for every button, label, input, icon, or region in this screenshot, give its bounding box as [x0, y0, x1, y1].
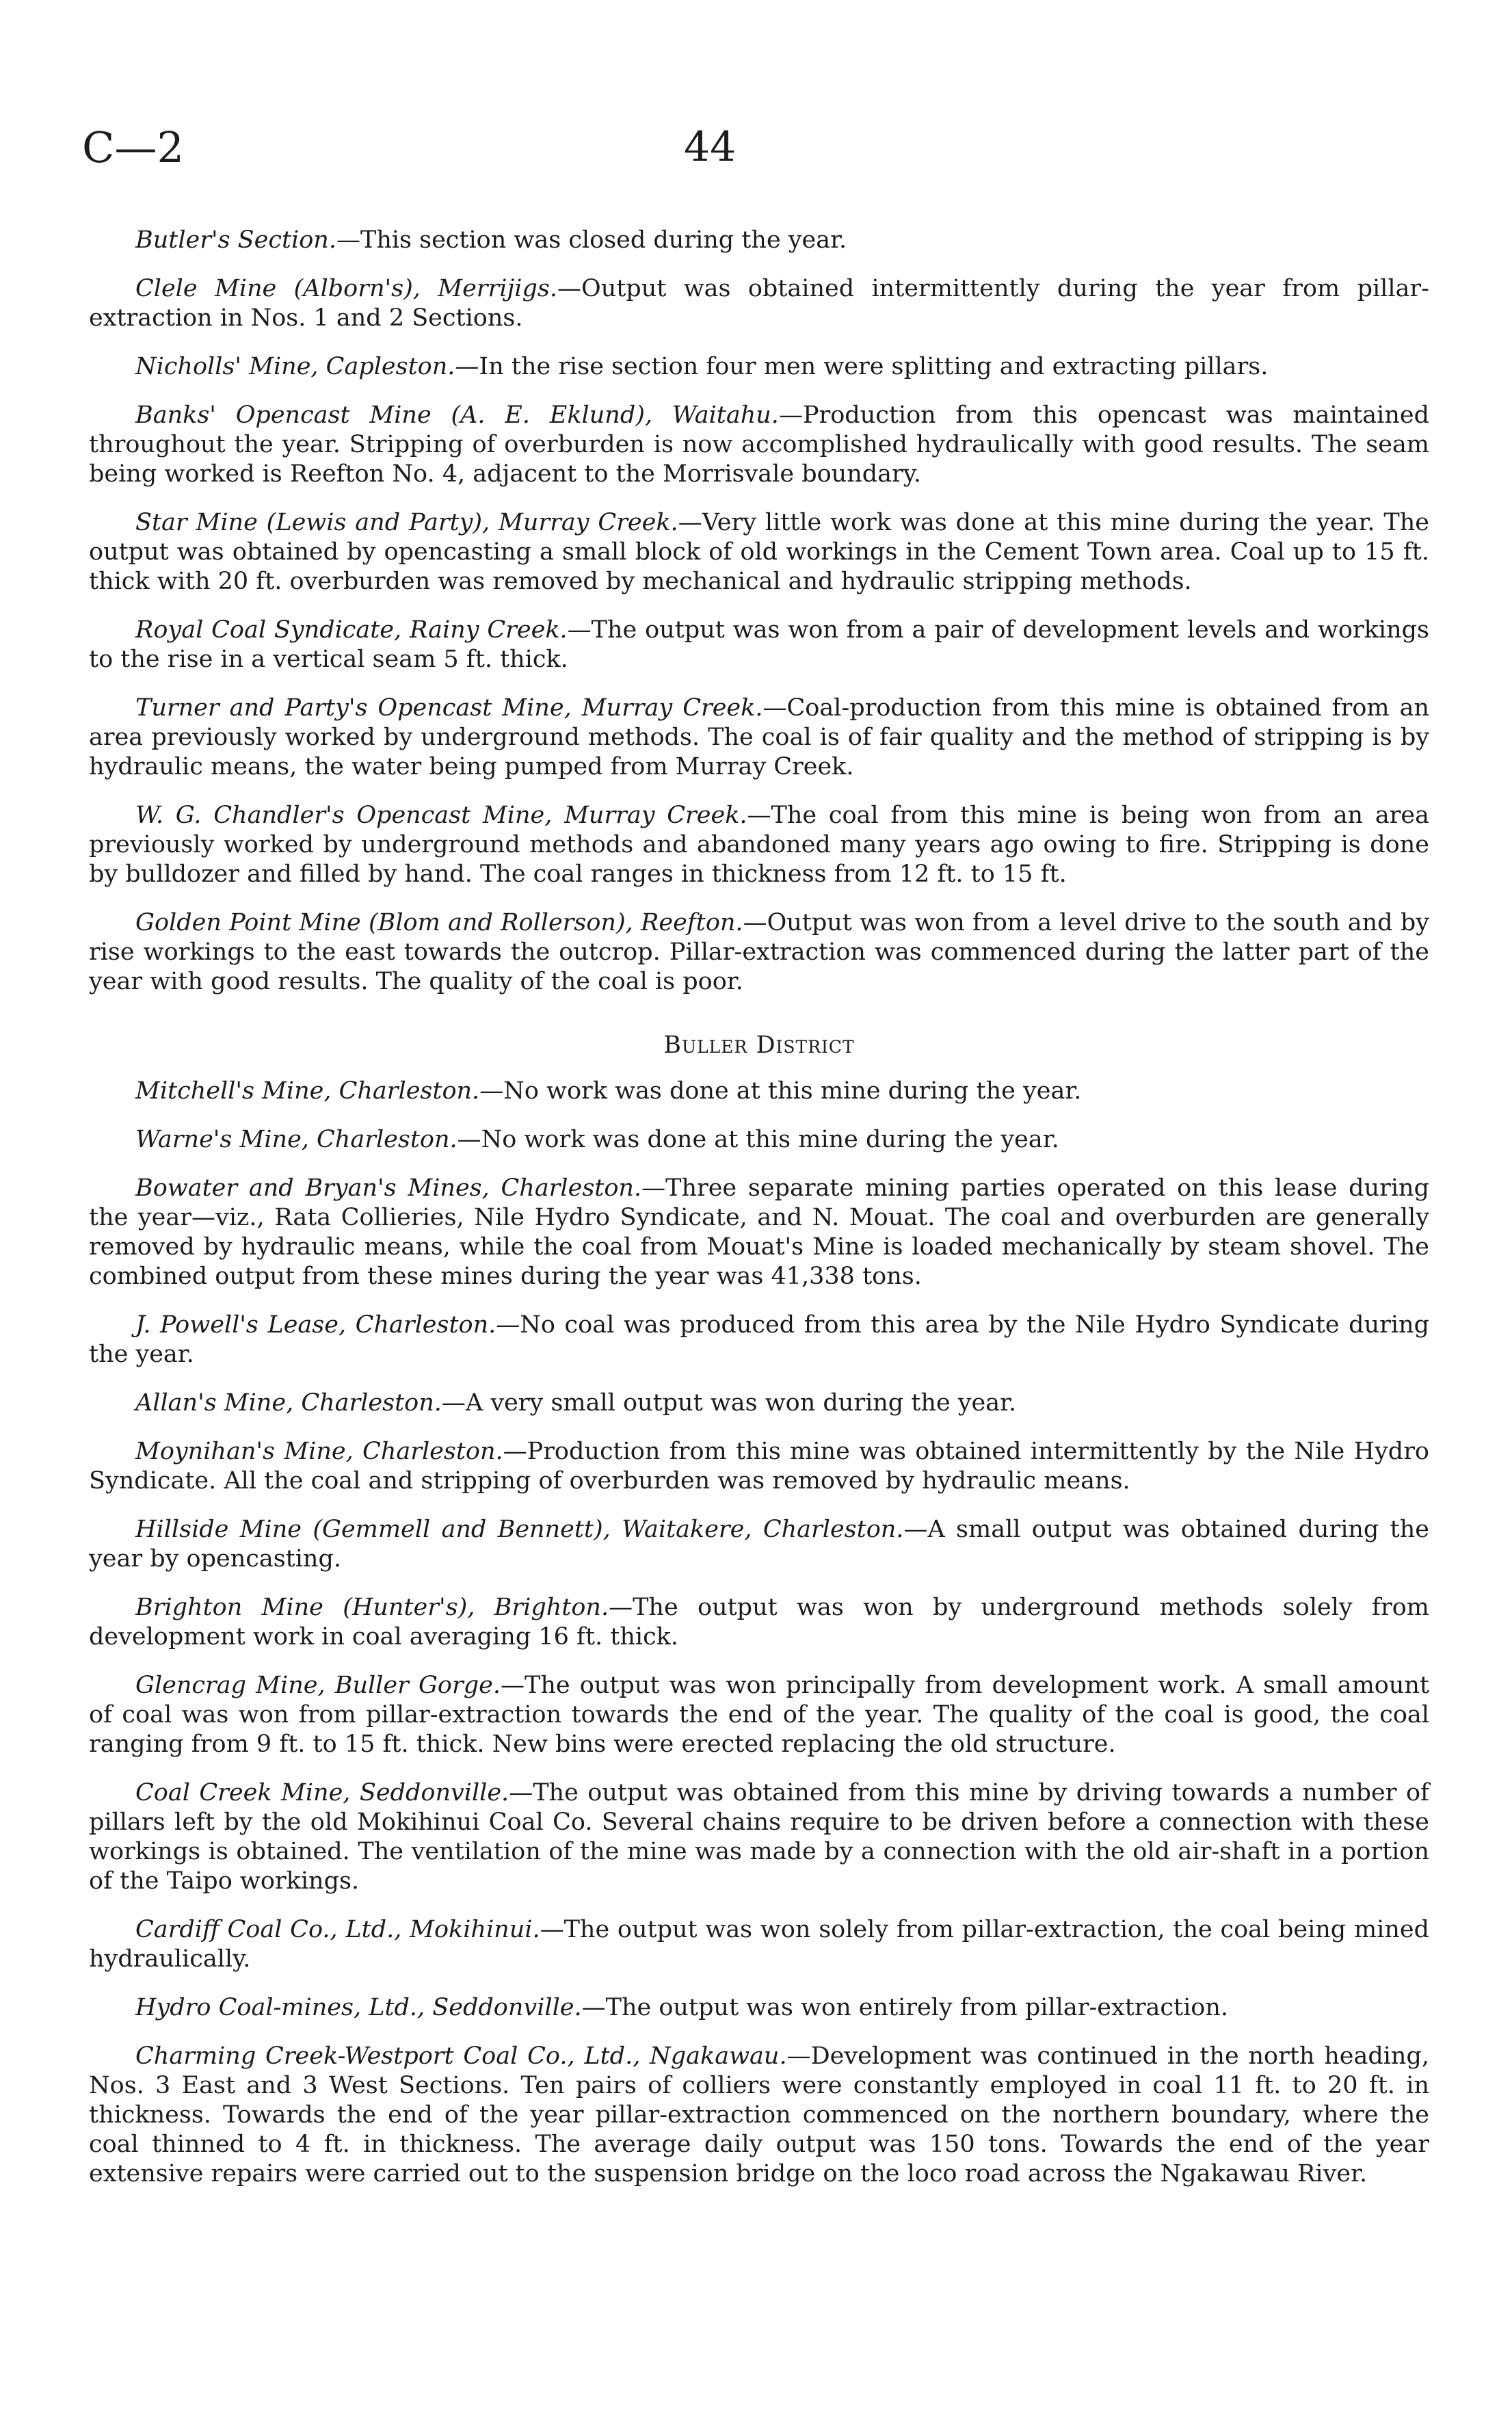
mine-entry — [89, 352, 1429, 382]
document-code: C—2 — [82, 122, 184, 172]
mine-text: —No work was done at this mine during the year. — [479, 1077, 1082, 1105]
section-heading: Buller District — [663, 1031, 855, 1059]
mine-text: —Development was continued in the north heading, Nos. 3 East and 3 West Sections. Ten pairs of colliers were constantly employed in coal 11 ft. to 20 ft. in thickness. Towards the end of the year pillar-extraction commenced on the northern boundary, where the coal thinned to 4 ft. in thickness. The average daily output was 150 tons. Towards the end of the year extensive repairs were carried out to the suspension bridge on the loco road across the Ngakawau River. — [89, 2042, 1429, 2187]
mine-entry — [89, 1077, 1429, 1106]
mine-title: Star Mine (Lewis and Party), Murray Creek. — [135, 509, 678, 536]
mine-entry — [89, 508, 1429, 596]
mine-text: —Very little work was done at this mine during the year. The output was obtained by opencasting a small block of old workings in the Cement Town area. Coal up to 15 ft. thick with 20 ft. overburden was removed by mechanical and hydraulic stripping methods. — [89, 509, 1429, 595]
mine-text: —Production from this mine was obtained intermittently by the Nile Hydro Syndicate. All the coal and stripping of overburden was removed by hydraulic means. — [89, 1438, 1430, 1495]
mine-title: Butler's Section. — [135, 226, 336, 254]
mine-title: Nicholls' Mine, Capleston. — [135, 353, 455, 380]
mine-entry — [89, 801, 1429, 889]
mine-text: —Output was won from a level drive to the south and by rise workings to the east towards the outcrop. Pillar-extraction was commenced during the latter part of the year with good results. The quality of the coal is poor. — [89, 909, 1429, 995]
page-header — [82, 122, 1429, 188]
mine-text: —The output was won entirely from pillar-extraction. — [581, 1994, 1229, 2021]
mine-entry — [89, 226, 1429, 255]
mine-title: Moynihan's Mine, Charleston. — [135, 1438, 503, 1465]
mine-title: Hillside Mine (Gemmell and Bennett), Waitakere, Charleston. — [135, 1516, 904, 1543]
section-inangahua — [89, 226, 1429, 997]
mine-title: Hydro Coal-mines, Ltd., Seddonville. — [135, 1994, 582, 2021]
mine-entry — [89, 1515, 1429, 1574]
mine-entry — [89, 1993, 1429, 2023]
mine-title: Cardiff Coal Co., Ltd., Mokihinui. — [135, 1916, 540, 1943]
mine-title: W. G. Chandler's Opencast Mine, Murray Creek. — [135, 802, 747, 829]
mine-text: —The output was won solely from pillar-extraction, the coal being mined hydraulically. — [89, 1916, 1430, 1973]
mine-entry — [89, 694, 1429, 782]
page-content — [89, 226, 1429, 2208]
mine-title: J. Powell's Lease, Charleston. — [135, 1311, 496, 1339]
mine-text: —No coal was produced from this area by the Nile Hydro Syndicate during the year. — [89, 1311, 1429, 1368]
mine-title: Brighton Mine (Hunter's), Brighton. — [135, 1594, 609, 1621]
mine-text: —Three separate mining parties operated on this lease during the year—viz., Rata Collieries, Nile Hydro Syndicate, and N. Mouat. The coal and overburden are generally removed by hydraulic means, while the coal from Mouat's Mine is loaded mechanically by steam shovel. The combined output from these mines during the year was 41,338 tons. — [89, 1174, 1429, 1290]
mine-entry — [89, 1778, 1429, 1896]
mine-title: Charming Creek-Westport Coal Co., Ltd., Ngakawau. — [135, 2042, 787, 2070]
mine-title: Turner and Party's Opencast Mine, Murray Creek. — [135, 694, 763, 722]
mine-text: —This section was closed during the year. — [336, 226, 847, 254]
section-buller-district — [89, 1031, 1429, 2189]
mine-text: —Production from this opencast was maintained throughout the year. Stripping of overburden is now accomplished hydraulically with good results. The seam being worked is Reefton No. 4, adjacent to the Morrisvale boundary. — [89, 402, 1429, 488]
mine-entry — [89, 2042, 1429, 2189]
mine-entry — [89, 1671, 1429, 1759]
mine-text: —The output was won by underground methods solely from development work in coal averaging 16 ft. thick. — [89, 1594, 1429, 1651]
page-number: 44 — [684, 123, 737, 171]
mine-text: —No work was done at this mine during the year. — [457, 1126, 1059, 1153]
mine-text: —A very small output was won during the year. — [441, 1389, 1017, 1417]
mine-title: Golden Point Mine (Blom and Rollerson), Reefton. — [135, 909, 743, 936]
mine-text: —In the rise section four men were splitting and extracting pillars. — [455, 353, 1269, 380]
mine-entry — [89, 1593, 1429, 1652]
mine-entry — [89, 274, 1429, 333]
mine-title: Clele Mine (Alborn's), Merrijigs. — [135, 275, 557, 302]
mine-title: Mitchell's Mine, Charleston. — [135, 1077, 480, 1105]
mine-entry — [89, 1125, 1429, 1155]
mine-entry — [89, 908, 1429, 997]
mine-text: —Output was obtained intermittently during the year from pillar-extraction in Nos. 1 and 2 Sections. — [89, 275, 1429, 332]
mine-title: Royal Coal Syndicate, Rainy Creek. — [135, 616, 568, 644]
mine-entry — [89, 1174, 1429, 1291]
mine-title: Coal Creek Mine, Seddonville. — [135, 1779, 509, 1806]
mine-text: —The output was won from a pair of development levels and workings to the rise in a vertical seam 5 ft. thick. — [89, 616, 1429, 673]
mine-title: Glencrag Mine, Buller Gorge. — [135, 1672, 501, 1699]
mine-text: —Coal-production from this mine is obtained from an area previously worked by underground methods. The coal is of fair quality and the method of stripping is by hydraulic means, the water being pumped from Murray Creek. — [89, 694, 1429, 780]
mine-entry — [89, 1311, 1429, 1369]
mine-text: —The output was obtained from this mine by driving towards a number of pillars left by the old Mokihinui Coal Co. Several chains require to be driven before a connection with these workings is obtained. The ventilation of the mine was made by a connection with the old air-shaft in a portion of the Taipo workings. — [89, 1779, 1429, 1895]
mine-title: Allan's Mine, Charleston. — [135, 1389, 442, 1417]
mine-entry — [89, 616, 1429, 674]
mine-entry — [89, 1389, 1429, 1418]
mine-title: Banks' Opencast Mine (A. E. Eklund), Waitahu. — [135, 402, 779, 429]
mine-text: —The coal from this mine is being won from an area previously worked by underground methods and abandoned many years ago owing to fire. Stripping is done by bulldozer and filled by hand. The coal ranges in thickness from 12 ft. to 15 ft. — [89, 802, 1430, 888]
mine-entry — [89, 401, 1429, 489]
mine-entry — [89, 1915, 1429, 1974]
mine-title: Warne's Mine, Charleston. — [135, 1126, 457, 1153]
mine-text: —The output was won principally from development work. A small amount of coal was won from pillar-extraction towards the end of the year. The quality of the coal is good, the coal ranging from 9 ft. to 15 ft. thick. New bins were erected replacing the old structure. — [89, 1672, 1430, 1758]
mine-title: Bowater and Bryan's Mines, Charleston. — [135, 1174, 642, 1202]
mine-entry — [89, 1437, 1429, 1496]
mine-text: —A small output was obtained during the year by opencasting. — [89, 1516, 1429, 1573]
